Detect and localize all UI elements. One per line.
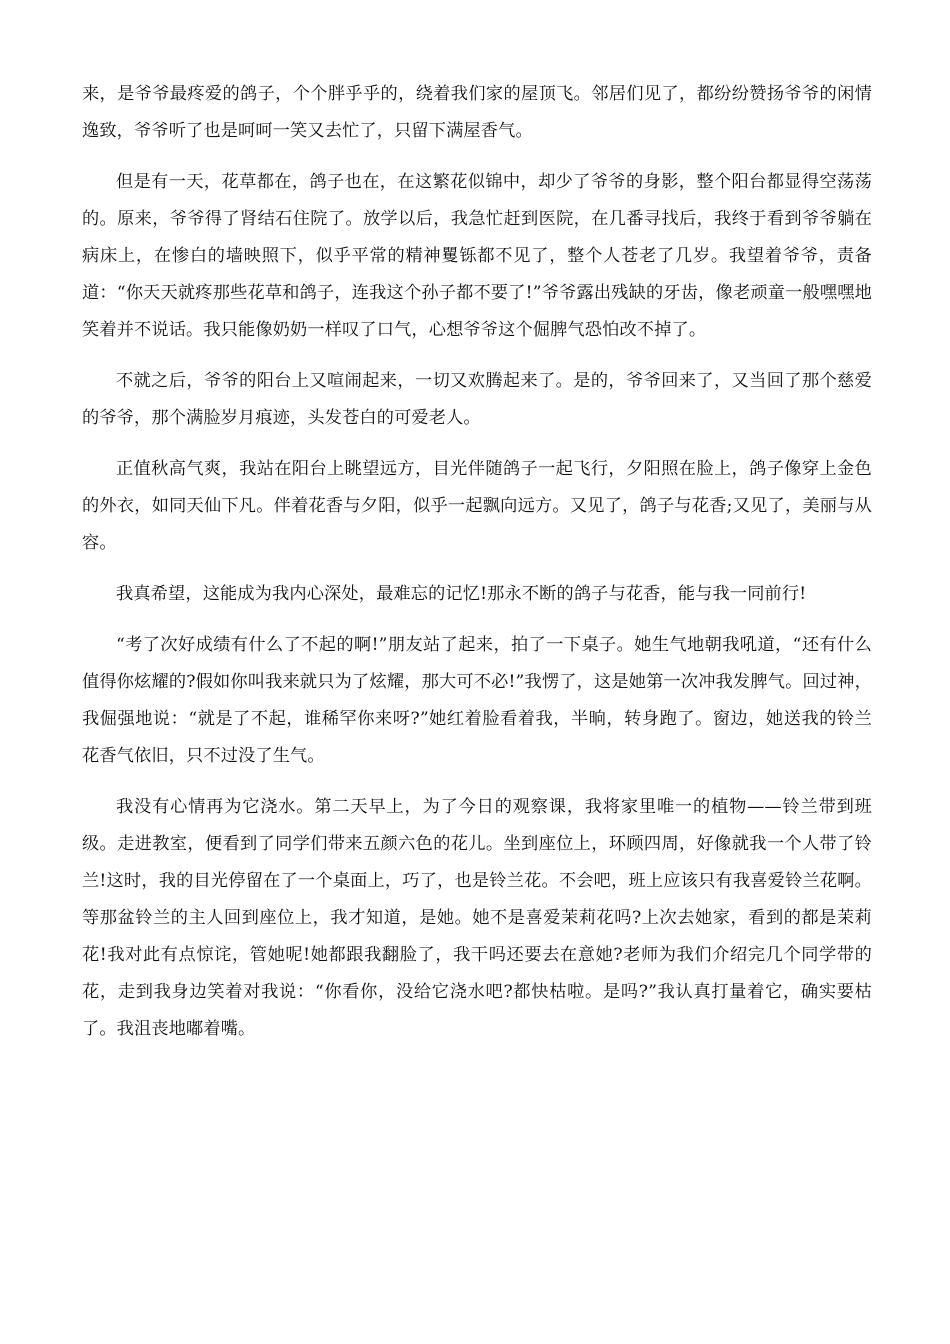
paragraph-5: 我真希望，这能成为我内心深处，最难忘的记忆!那永不断的鸽子与花香，能与我一同前行! <box>116 584 807 604</box>
paragraph-3: 不就之后，爷爷的阳台上又喧闹起来，一切又欢腾起来了。是的，爷爷回来了，又当回了那个慈爱的爷爷，那个满脸岁月痕迹，头发苍白的可爱老人。 <box>82 371 872 428</box>
paragraph-7: 我没有心情再为它浇水。第二天早上，为了今日的观察课，我将家里唯一的植物——铃兰带到班级。走进教室，便看到了同学们带来五颜六色的花儿。坐到座位上，环顾四周，好像就我一个人带了铃兰!这时，我的目光停留在了一个桌面上，巧了，也是铃兰花。不会吧，班上应该只有我喜爱铃兰花啊。等那盆铃兰的主人回到座位上，我才知道，是她。她不是喜爱茉莉花吗?上次去她家，看到的都是茉莉花!我对此有点惊诧，管她呢!她都跟我翻脸了，我干吗还要去在意她?老师为我们介绍完几个同学带的花，走到我身边笑着对我说：“你看你，没给它浇水吧?都快枯啦。是吗?”我认真打量着它，确实要枯了。我沮丧地嘟着嘴。 <box>82 797 872 1039</box>
document-body <box>82 76 872 1062</box>
paragraph-6: “考了次好成绩有什么了不起的啊!”朋友站了起来，拍了一下桌子。她生气地朝我吼道，“还有什么值得你炫耀的?假如你叫我来就只为了炫耀，那大可不必!”我愣了，这是她第一次冲我发脾气。回过神，我倔强地说：“就是了不起，谁稀罕你来呀?”她红着脸看着我，半晌，转身跑了。窗边，她送我的铃兰花香气依旧，只不过没了生气。 <box>82 635 872 766</box>
paragraph-1: 来，是爷爷最疼爱的鸽子，个个胖乎乎的，绕着我们家的屋顶飞。邻居们见了，都纷纷赞扬爷爷的闲情逸致，爷爷听了也是呵呵一笑又去忙了，只留下满屋香气。 <box>82 84 872 141</box>
paragraph-2: 但是有一天，花草都在，鸽子也在，在这繁花似锦中，却少了爷爷的身影，整个阳台都显得空荡荡的。原来，爷爷得了肾结石住院了。放学以后，我急忙赶到医院，在几番寻找后，我终于看到爷爷躺在病床上，在惨白的墙映照下，似乎平常的精神矍铄都不见了，整个人苍老了几岁。我望着爷爷，责备道：“你天天就疼那些花草和鸽子，连我这个孙子都不要了!”爷爷露出残缺的牙齿，像老顽童一般嘿嘿地笑着并不说话。我只能像奶奶一样叹了口气，心想爷爷这个倔脾气恐怕改不掉了。 <box>82 172 872 340</box>
paragraph-4: 正值秋高气爽，我站在阳台上眺望远方，目光伴随鸽子一起飞行，夕阳照在脸上，鸽子像穿上金色的外衣，如同天仙下凡。伴着花香与夕阳，似乎一起飘向远方。又见了，鸽子与花香;又见了，美丽与从容。 <box>82 459 872 553</box>
